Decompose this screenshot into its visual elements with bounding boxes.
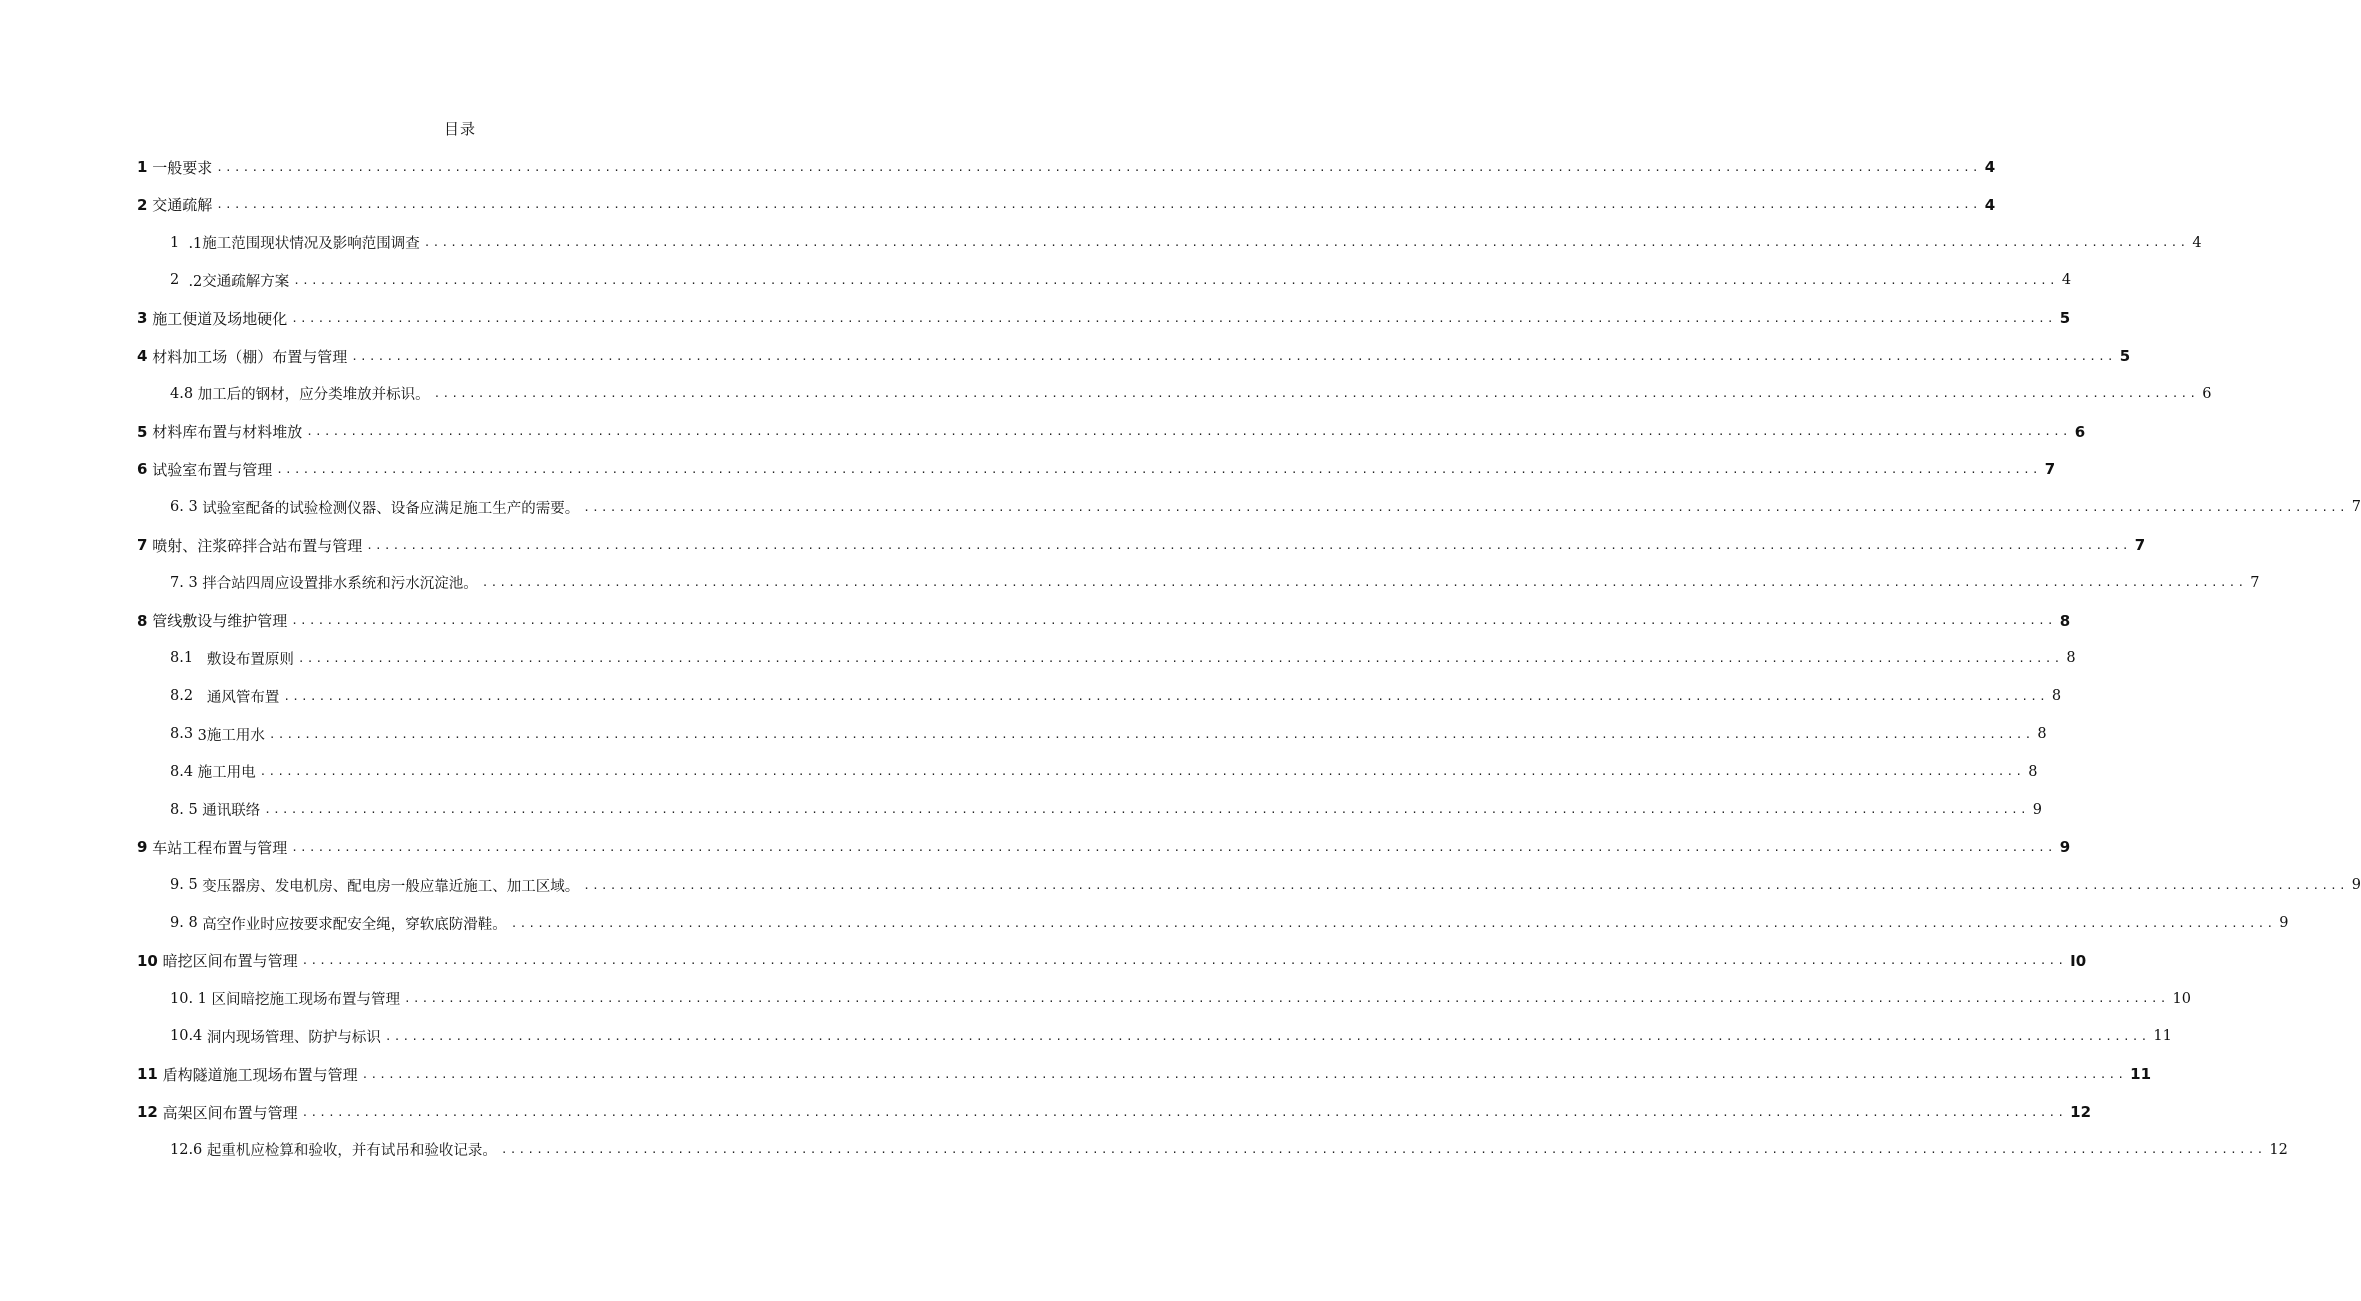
toc-entry[interactable] <box>0 193 1996 217</box>
toc-entry-number: 7 <box>137 536 148 554</box>
toc-entry-page-number: 7 <box>2351 499 2361 516</box>
toc-entry-number: 8 <box>137 611 148 630</box>
toc-entry-page-number: 4 <box>2061 272 2072 289</box>
toc-entry-label: 材料库布置与材料堆放 <box>147 423 303 442</box>
toc-entry-page-number: 4 <box>1984 158 1996 176</box>
toc-entry-label: 一般要求 <box>147 158 213 177</box>
toc-dot-leader: ........................................................................................................................................................................................................ <box>259 765 2025 779</box>
toc-entry-page-number: 11 <box>2153 1028 2172 1045</box>
toc-entry[interactable] <box>0 533 2146 557</box>
toc-entry-page-number: 6 <box>2202 385 2212 402</box>
toc-dot-leader: ........................................................................................................................................................................................................ <box>293 273 2058 287</box>
toc-entry-label: 管线敷设与维护管理 <box>147 612 288 631</box>
toc-entry[interactable] <box>0 911 2289 935</box>
toc-entry-number: 9. 8 <box>170 915 198 931</box>
toc-entry-number: 4 <box>137 347 148 365</box>
toc-entry[interactable] <box>0 420 2086 444</box>
toc-entry-page-number: 8 <box>2066 650 2076 667</box>
toc-entry-page-number: 7 <box>2134 536 2146 554</box>
toc-entry[interactable] <box>0 1024 2172 1048</box>
toc-entry-page-number: 12 <box>2269 1141 2288 1158</box>
toc-entry-number: 8.1 <box>170 650 194 667</box>
toc-entry-number: 12 <box>137 1103 158 1121</box>
toc-entry-page-number: 4 <box>1984 195 1996 214</box>
toc-entry-label: .1施工范围现状情况及影响范围调查 <box>179 236 420 253</box>
toc-dot-leader: ........................................................................................................................................................................................................ <box>433 387 2199 401</box>
toc-entry-number: 8. 5 <box>170 801 198 818</box>
toc-dot-leader: ........................................................................................................................................................................................................ <box>216 198 1981 212</box>
toc-entry-page-number: 5 <box>2119 347 2131 365</box>
toc-entry-number: 9. 5 <box>170 877 198 894</box>
toc-dot-leader: ........................................................................................................................................................................................................ <box>291 840 2056 854</box>
toc-entry[interactable] <box>0 684 2062 708</box>
toc-entry[interactable] <box>0 495 2361 519</box>
toc-dot-leader: ........................................................................................................................................................................................................ <box>297 651 2063 665</box>
toc-entry-page-number: 11 <box>2130 1065 2152 1084</box>
toc-entry-label: .2交通疏解方案 <box>179 273 290 290</box>
toc-entry-label: 喷射、注浆碎拌合站布置与管理 <box>147 536 363 555</box>
toc-dot-leader: ........................................................................................................................................................................................................ <box>361 1067 2127 1081</box>
toc-entry-number: 1 <box>170 234 180 251</box>
toc-dot-leader: ........................................................................................................................................................................................................ <box>301 954 2067 968</box>
toc-entry-page-number: 8 <box>2028 763 2038 780</box>
toc-entry-number: 8.4 <box>170 763 194 780</box>
toc-entry[interactable] <box>0 155 1996 179</box>
toc-entry-label: 通风管布置 <box>193 689 280 706</box>
toc-entry-label: 3施工用水 <box>193 727 265 744</box>
toc-entry[interactable] <box>0 1100 2092 1124</box>
toc-entry[interactable] <box>0 231 2202 255</box>
toc-dot-leader: ........................................................................................................................................................................................................ <box>301 1105 2067 1119</box>
toc-dot-leader: ........................................................................................................................................................................................................ <box>291 614 2056 628</box>
toc-dot-leader: ........................................................................................................................................................................................................ <box>351 349 2116 363</box>
toc-entry-page-number: 9 <box>2059 838 2071 857</box>
toc-dot-leader: ........................................................................................................................................................................................................ <box>500 1143 2266 1157</box>
toc-entry-page-number: 9 <box>2032 801 2043 818</box>
toc-entry-number: 9 <box>137 838 148 857</box>
toc-dot-leader: ........................................................................................................................................................................................................ <box>276 462 2041 476</box>
toc-entry-number: 11 <box>137 1065 158 1084</box>
toc-entry-number: 10.4 <box>170 1028 203 1045</box>
toc-entry[interactable] <box>0 987 2191 1011</box>
toc-entry-number: 2 <box>170 272 180 289</box>
toc-entry-label: 区间暗挖施工现场布置与管理 <box>206 992 401 1009</box>
toc-entry-page-number: 12 <box>2070 1103 2092 1121</box>
toc-dot-leader: ........................................................................................................................................................................................................ <box>291 311 2056 325</box>
toc-entry[interactable] <box>0 835 2071 859</box>
toc-dot-leader: ........................................................................................................................................................................................................ <box>404 992 2169 1006</box>
toc-entry[interactable] <box>0 1062 2152 1086</box>
toc-dot-leader: ........................................................................................................................................................................................................ <box>384 1029 2150 1043</box>
toc-entry-label: 高空作业时应按要求配安全绳，穿软底防滑鞋。 <box>197 916 507 933</box>
toc-entry[interactable] <box>0 760 2038 784</box>
toc-entry-page-number: I0 <box>2070 951 2087 970</box>
toc-entry-number: 4.8 <box>170 385 194 402</box>
toc-entry-label: 暗挖区间布置与管理 <box>157 952 298 971</box>
toc-entry-label: 施工用电 <box>193 765 256 782</box>
toc-dot-leader: ........................................................................................................................................................................................................ <box>510 916 2276 930</box>
toc-entry-label: 施工便道及场地硬化 <box>147 309 288 328</box>
toc-entry-page-number: 8 <box>2059 611 2071 630</box>
toc-entry-label: 拌合站四周应设置排水系统和污水沉淀池。 <box>197 576 478 593</box>
toc-entry[interactable] <box>0 1138 2288 1162</box>
toc-entry[interactable] <box>0 306 2071 330</box>
toc-entry-label: 起重机应检算和验收，并有试吊和验收记录。 <box>202 1143 497 1160</box>
toc-dot-leader: ........................................................................................................................................................................................................ <box>283 689 2048 703</box>
toc-entry-number: 6 <box>137 460 148 479</box>
toc-entry-label: 高架区间布置与管理 <box>157 1103 298 1122</box>
toc-entry[interactable] <box>0 646 2076 670</box>
toc-entry[interactable] <box>0 949 2087 973</box>
toc-entry-page-number: 9 <box>2351 877 2361 894</box>
toc-dot-leader: ........................................................................................................................................................................................................ <box>264 803 2029 817</box>
toc-entry[interactable] <box>0 609 2071 633</box>
toc-entry-label: 车站工程布置与管理 <box>147 838 288 857</box>
toc-entry-label: 通讯联络 <box>197 803 261 820</box>
toc-entry-number: 3 <box>137 309 148 328</box>
toc-entry-page-number: 6 <box>2074 422 2086 441</box>
toc-entry-page-number: 7 <box>2044 460 2056 479</box>
toc-entry-label: 洞内现场管理、防护与标识 <box>202 1029 381 1046</box>
toc-entry-label: 试验室布置与管理 <box>147 460 273 479</box>
toc-entry-label: 交通疏解 <box>147 196 213 215</box>
toc-dot-leader: ........................................................................................................................................................................................................ <box>366 538 2131 552</box>
toc-dot-leader: ........................................................................................................................................................................................................ <box>306 425 2071 439</box>
toc-entry-number: 6. 3 <box>170 499 198 516</box>
toc-entry-number: 8.3 <box>170 726 194 742</box>
toc-dot-leader: ........................................................................................................................................................................................................ <box>583 500 2348 514</box>
toc-entry-page-number: 9 <box>2279 915 2289 931</box>
toc-entry[interactable] <box>0 571 2260 595</box>
toc-entry-page-number: 8 <box>2051 688 2062 705</box>
toc-entry-page-number: 5 <box>2059 309 2071 328</box>
toc-title: 目录 <box>443 120 476 138</box>
toc-dot-leader: ........................................................................................................................................................................................................ <box>216 160 1981 174</box>
toc-entry-label: 敷设布置原则 <box>193 651 294 668</box>
toc-entry-page-number: 10 <box>2172 990 2191 1007</box>
toc-entry-label: 试验室配备的试验检测仪器、设备应满足施工生产的需要。 <box>197 500 580 517</box>
toc-entry-page-number: 4 <box>2192 234 2202 251</box>
toc-entry-number: 10 <box>137 951 158 970</box>
toc-entry-label: 材料加工场（棚）布置与管理 <box>147 347 348 366</box>
toc-entry-number: 12.6 <box>170 1141 203 1158</box>
toc-entry-number: 5 <box>137 422 148 441</box>
toc-dot-leader: ........................................................................................................................................................................................................ <box>268 727 2034 741</box>
toc-entry[interactable] <box>0 268 2072 292</box>
toc-entry[interactable] <box>0 873 2361 897</box>
toc-entry[interactable] <box>0 798 2043 822</box>
toc-entry[interactable] <box>0 457 2056 481</box>
toc-dot-leader: ........................................................................................................................................................................................................ <box>481 576 2247 590</box>
toc-dot-leader: ........................................................................................................................................................................................................ <box>423 236 2189 250</box>
toc-entry-page-number: 7 <box>2250 574 2260 591</box>
toc-entry-number: 1 <box>137 158 148 176</box>
toc-entry[interactable] <box>0 722 2047 746</box>
toc-entry-label: 加工后的钢材，应分类堆放并标识。 <box>193 387 430 404</box>
toc-dot-leader: ........................................................................................................................................................................................................ <box>583 878 2348 892</box>
toc-entry-number: 7. 3 <box>170 574 198 591</box>
toc-entry-label: 盾构隧道施工现场布置与管理 <box>157 1065 358 1084</box>
toc-entry[interactable] <box>0 382 2212 406</box>
toc-entry-number: 8.2 <box>170 688 194 705</box>
toc-entry-label: 变压器房、发电机房、配电房一般应靠近施工、加工区域。 <box>197 878 580 895</box>
toc-entry-page-number: 8 <box>2037 726 2047 742</box>
toc-entry[interactable] <box>0 344 2131 368</box>
toc-entry-number: 10. 1 <box>170 990 207 1007</box>
toc-entry-number: 2 <box>137 195 148 214</box>
